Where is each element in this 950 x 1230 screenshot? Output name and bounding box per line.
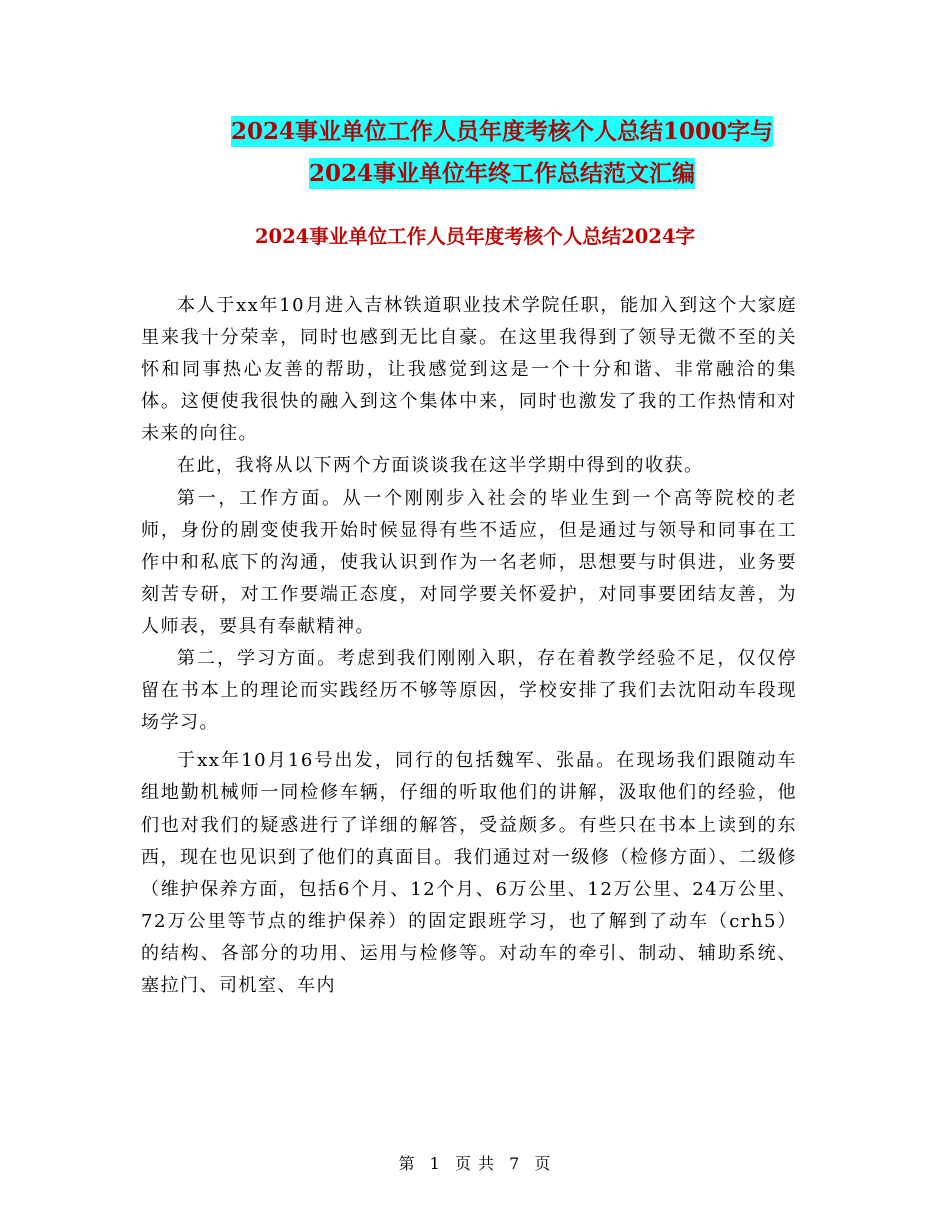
title-line-2: 2024事业单位年终工作总结范文汇编: [308, 160, 695, 187]
paragraph: 第二，学习方面。考虑到我们刚刚入职，存在着教学经验不足，仅仅停留在书本上的理论而实践经历不够等原因，学校安排了我们去沈阳动车段现场学习。: [141, 648, 797, 734]
section-title: 2024事业单位工作人员年度考核个人总结2024字: [254, 225, 696, 248]
paragraph: 于xx年10月16号出发，同行的包括魏军、张晶。在现场我们跟随动车组地勤机械师一同检修车辆，仔细的听取他们的讲解，汲取他们的经验，他们也对我们的疑惑进行了详细的解答，受益颇多。有些只在书本上读到的东西，现在也见识到了他们的真面目。我们通过对一级修（检修方面）、二级修（维护保养方面，包括6个月、12个月、6万公里、12万公里、24万公里、72万公里等节点的维护保养）的固定跟班学习，也了解到了动车（crh5）的结构、各部分的功用、运用与检修等。对动车的牵引、制动、辅助系统、塞拉门、司机室、车内: [141, 750, 797, 996]
body-text: [141, 290, 797, 1002]
page-label-mid: 页 共: [454, 1154, 496, 1173]
paragraph: 在此，我将从以下两个方面谈谈我在这半学期中得到的收获。: [177, 455, 704, 477]
document-title: [142, 111, 862, 195]
paragraph: 本人于xx年10月进入吉林铁道职业技术学院任职，能加入到这个大家庭里来我十分荣幸，同时也感到无比自豪。在这里我得到了领导无微不至的关怀和同事热心友善的帮助，让我感觉到这是一个十分和谐、非常融洽的集体。这便使我很快的融入到这个集体中来，同时也激发了我的工作热情和对未来的向往。: [141, 295, 797, 445]
page-label-suffix: 页: [534, 1154, 552, 1173]
page-footer: [0, 1152, 950, 1176]
page-number: 1: [429, 1154, 441, 1173]
page-label-prefix: 第: [398, 1154, 416, 1173]
title-line-1: 2024事业单位工作人员年度考核个人总结1000字与: [230, 118, 774, 145]
page-total: 7: [509, 1154, 521, 1173]
paragraph: 第一，工作方面。从一个刚刚步入社会的毕业生到一个高等院校的老师，身份的剧变使我开始时候显得有些不适应，但是通过与领导和同事在工作中和私底下的沟通，使我认识到作为一名老师，思想要与时俱进，业务要刻苦专研，对工作要端正态度，对同学要关怀爱护，对同事要团结友善，为人师表，要具有奉献精神。: [141, 487, 797, 637]
